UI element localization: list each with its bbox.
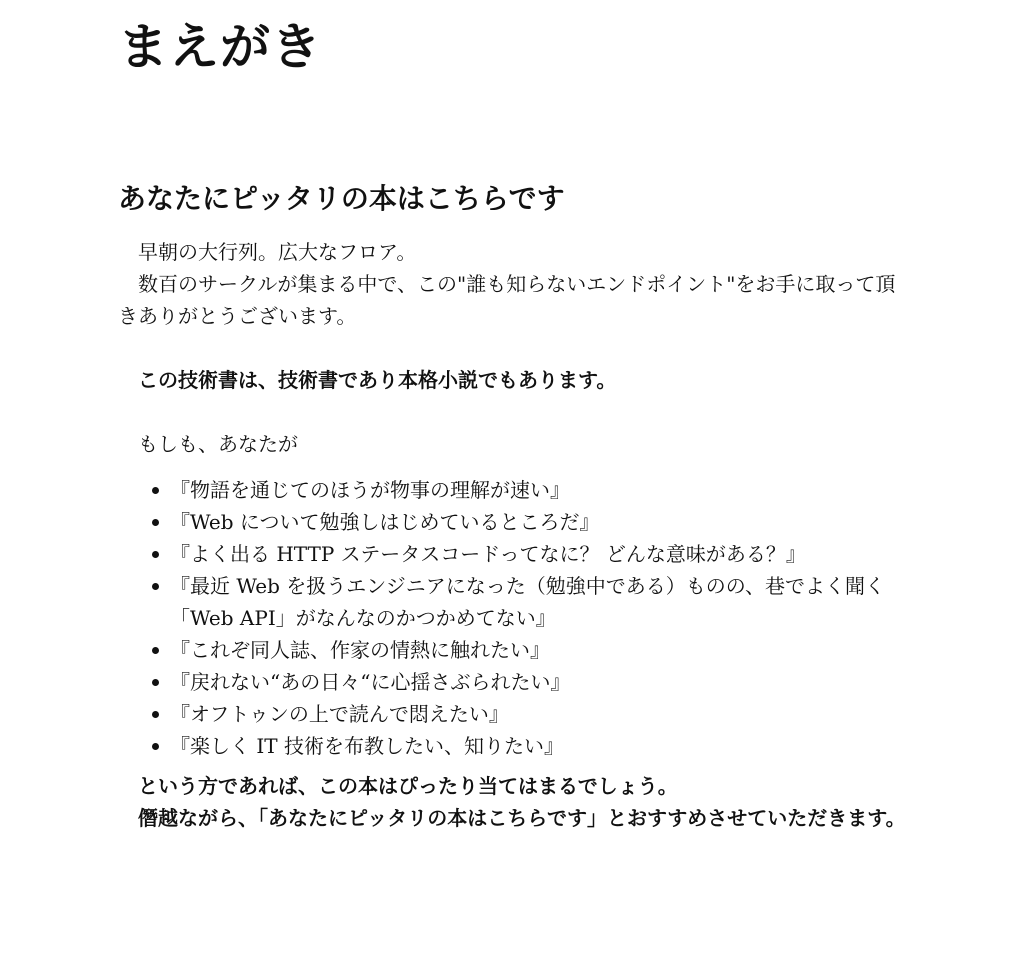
paragraph-conclusion: という方であれば、この本はぴったり当てはまるでしょう。 [138,774,678,798]
paragraph-intro: 早朝の大行列。広大なフロア。 [138,240,417,264]
paragraph-recommendation: 僭越ながら、「あなたにピッタリの本はこちらです」とおすすめさせていただきます。 [138,806,906,830]
section-title: あなたにピッタリの本はこちらです [118,182,565,215]
paragraph-statement: この技術書は、技術書であり本格小説でもあります。 [138,368,617,392]
list-item: 『よく出る HTTP ステータスコードってなに？ どんな意味がある？』 [170,538,908,570]
spacer [118,332,908,364]
paragraph-thanks: 数百のサークルが集まる中で、この"誰も知らないエンドポイント"をお手に取って頂きありがとうございます。 [118,272,896,328]
list-item: 『これぞ同人誌、作家の情熱に触れたい』 [170,634,908,666]
wish-list [118,474,908,762]
list-item: 『物語を通じてのほうが物事の理解が速い』 [170,474,908,506]
spacer [118,396,908,428]
list-item: 『Web について勉強しはじめているところだ』 [170,506,908,538]
body-text [118,236,908,834]
list-item: 『戻れない“あの日々“に心揺さぶられたい』 [170,666,908,698]
list-item: 『楽しく IT 技術を布教したい、知りたい』 [170,730,908,762]
paragraph-if: もしも、あなたが [138,432,298,456]
page [118,0,908,830]
list-item: 『最近 Web を扱うエンジニアになった（勉強中である）ものの、巷でよく聞く「Web API」がなんなのかつかめてない』 [170,570,908,634]
chapter-title: まえがき [118,18,322,76]
list-item: 『オフトゥンの上で読んで悶えたい』 [170,698,908,730]
